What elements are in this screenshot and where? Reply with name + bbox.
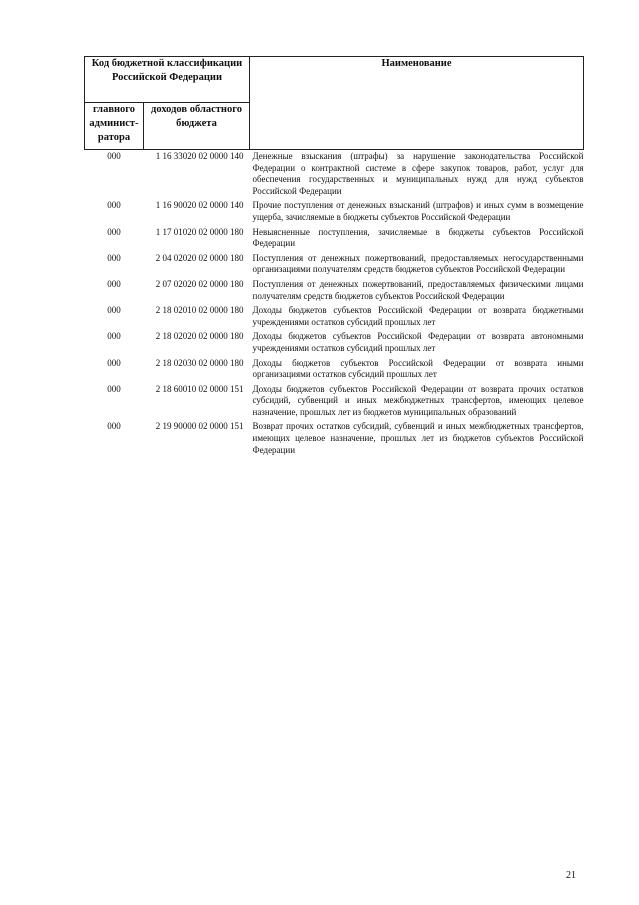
admin-code: 000: [107, 200, 121, 211]
income-name: Доходы бюджетов субъектов Российской Федерации от возврата прочих остатков субсидий, субвенций и иных межбюджетных трансфертов, имеющих целевое назначение, прошлых лет из бюджетов муниципальных образований: [252, 383, 584, 417]
admin-code: 000: [107, 383, 121, 394]
table-row: [85, 330, 584, 356]
income-code: 1 17 01020 02 0000 180: [155, 226, 244, 237]
income-name: Возврат прочих остатков субсидий, субвенций и иных межбюджетных трансфертов, имеющих целевое назначение, прошлых лет из бюджетов субъектов Российской Федерации: [252, 421, 584, 455]
table-row: [85, 383, 584, 421]
admin-code: 000: [107, 151, 121, 161]
income-code: 2 18 02010 02 0000 180: [155, 305, 244, 316]
income-name: Поступления от денежных пожертвований, предоставляемых негосударственными организациями получателям средств бюджетов субъектов Российской Федерации: [252, 252, 584, 275]
budget-classification-table: [84, 56, 584, 458]
admin-code: 000: [107, 252, 121, 263]
table-row: [85, 226, 584, 252]
income-code: 2 18 60010 02 0000 151: [155, 383, 244, 394]
admin-code: 000: [107, 357, 121, 368]
header-code-group: Код бюджетной классификации Российской Федерации: [85, 57, 250, 103]
header-admin: главного админист-ратора: [85, 103, 144, 150]
income-name: Доходы бюджетов субъектов Российской Федерации от возврата бюджетными учреждениями остатков субсидий прошлых лет: [252, 305, 584, 327]
table-row: [85, 252, 584, 278]
income-code: 2 18 02030 02 0000 180: [155, 357, 244, 368]
table-row: [85, 357, 584, 383]
income-name: Невыясненные поступления, зачисляемые в бюджеты субъектов Российской Федерации: [252, 226, 584, 249]
table-header: [85, 57, 584, 150]
income-name: Доходы бюджетов субъектов Российской Федерации от возврата иными организациями остатков субсидий прошлых лет: [252, 357, 584, 380]
income-name: Денежные взыскания (штрафы) за нарушение законодательства Российской Федерации о контрактной системе в сфере закупок товаров, работ, услуг для обеспечения государственных и муниципальных нужд для нужд субъектов Российской Федерации: [252, 151, 584, 196]
admin-code: 000: [107, 278, 121, 289]
table-body: [85, 150, 584, 459]
income-code: 1 16 90020 02 0000 140: [155, 200, 244, 211]
income-name: Прочие поступления от денежных взысканий (штрафов) и иных сумм в возмещение ущерба, зачисляемые в бюджеты субъектов Российской Федерации: [252, 200, 584, 222]
income-code: 1 16 33020 02 0000 140: [155, 151, 244, 161]
income-code: 2 07 02020 02 0000 180: [155, 278, 244, 289]
admin-code: 000: [107, 305, 121, 316]
income-code: 2 18 02020 02 0000 180: [155, 331, 244, 342]
table-row: [85, 278, 584, 304]
header-income: доходов областного бюджета: [144, 103, 250, 150]
admin-code: 000: [107, 421, 121, 432]
page-number: 21: [566, 870, 576, 881]
table-row: [85, 150, 584, 200]
table-row: [85, 304, 584, 330]
header-name: Наименование: [250, 57, 584, 150]
admin-code: 000: [107, 331, 121, 342]
income-name: Доходы бюджетов субъектов Российской Федерации от возврата автономными учреждениями остатков субсидий прошлых лет: [252, 331, 584, 353]
income-code: 2 19 90000 02 0000 151: [155, 421, 244, 432]
income-name: Поступления от денежных пожертвований, предоставляемых физическими лицами получателям средств бюджетов субъектов Российской Федерации: [252, 278, 584, 301]
admin-code: 000: [107, 226, 121, 237]
table-row: [85, 199, 584, 225]
table-row: [85, 420, 584, 458]
income-code: 2 04 02020 02 0000 180: [155, 252, 244, 263]
